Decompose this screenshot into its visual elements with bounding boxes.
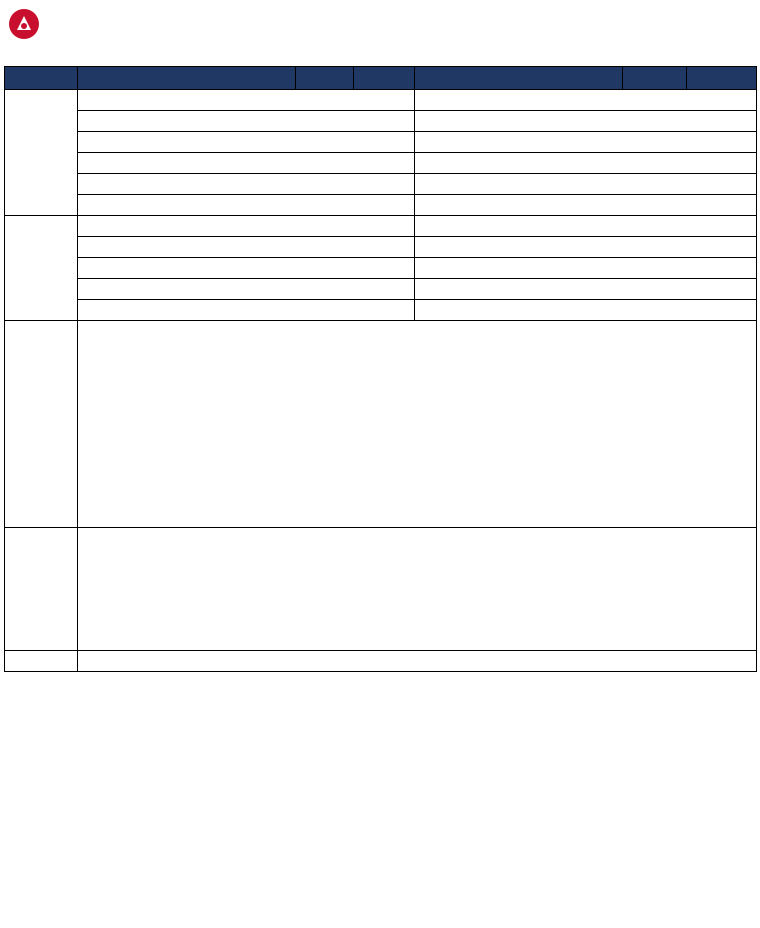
table-row: [5, 258, 757, 279]
indicator-name: [415, 258, 623, 279]
indicator-name: [415, 195, 623, 216]
indicator-value: [623, 195, 687, 216]
indicator-name: [78, 258, 296, 279]
view-summary: [78, 528, 757, 651]
table-row: [5, 90, 757, 111]
table-row: [5, 111, 757, 132]
table-row: [5, 237, 757, 258]
indicator-value: [296, 279, 354, 300]
indicator-name: [415, 111, 623, 132]
indicator-name: [415, 90, 623, 111]
col-change: [354, 67, 415, 90]
indicator-value: [623, 132, 687, 153]
indicator-change: [687, 237, 757, 258]
report-header: [0, 0, 760, 48]
col-category: [5, 67, 78, 90]
indicator-name: [78, 237, 296, 258]
indicator-value: [623, 258, 687, 279]
tip-label: [5, 651, 78, 672]
indicator-name: [78, 279, 296, 300]
table-header-row: [5, 67, 757, 90]
indicator-name: [415, 279, 623, 300]
indicator-value: [296, 300, 354, 321]
indicator-change: [354, 90, 415, 111]
indicator-change: [354, 258, 415, 279]
col-latest: [296, 67, 354, 90]
indicator-change: [687, 174, 757, 195]
indicator-name: [415, 300, 623, 321]
tip-text: [78, 651, 757, 672]
table-row: [5, 216, 757, 237]
indicator-value: [296, 153, 354, 174]
industry-label: [5, 321, 78, 528]
qr-block-2: [686, 532, 752, 597]
indicator-name: [78, 90, 296, 111]
indicator-change: [687, 216, 757, 237]
col-indicator: [78, 67, 296, 90]
indicator-value: [623, 153, 687, 174]
indicator-change: [687, 279, 757, 300]
indicator-value: [623, 216, 687, 237]
indicator-change: [687, 153, 757, 174]
indicator-name: [78, 216, 296, 237]
indicator-value: [623, 300, 687, 321]
indicator-name: [415, 153, 623, 174]
indicator-name: [78, 300, 296, 321]
qr-code-icon: [688, 532, 750, 594]
indicator-value: [623, 237, 687, 258]
qr-code-icon: [688, 325, 750, 387]
industry-news: [78, 321, 757, 528]
indicator-name: [415, 174, 623, 195]
indicator-name: [415, 132, 623, 153]
indicator-value: [296, 258, 354, 279]
col-latest-2: [623, 67, 687, 90]
indicator-change: [354, 216, 415, 237]
indicator-value: [623, 279, 687, 300]
indicator-change: [687, 111, 757, 132]
category-cell: [5, 216, 78, 321]
table-row: [5, 279, 757, 300]
indicator-value: [296, 195, 354, 216]
tip-row: [5, 651, 757, 672]
indicator-name: [415, 237, 623, 258]
indicator-name: [78, 111, 296, 132]
indicator-change: [354, 195, 415, 216]
indicator-change: [687, 132, 757, 153]
data-table: [4, 66, 757, 672]
indicator-change: [354, 153, 415, 174]
indicator-name: [78, 153, 296, 174]
ruida-logo-icon: [8, 8, 40, 40]
indicator-change: [687, 258, 757, 279]
indicator-value: [623, 90, 687, 111]
table-row: [5, 153, 757, 174]
category-cell: [5, 90, 78, 216]
indicator-value: [623, 111, 687, 132]
indicator-value: [296, 174, 354, 195]
indicator-value: [296, 111, 354, 132]
indicator-change: [354, 237, 415, 258]
indicator-change: [687, 90, 757, 111]
indicator-value: [296, 216, 354, 237]
indicator-name: [78, 132, 296, 153]
company-logo: [8, 6, 158, 44]
table-row: [5, 132, 757, 153]
indicator-change: [687, 195, 757, 216]
qr-block: [686, 325, 752, 390]
indicator-change: [354, 174, 415, 195]
indicator-change: [354, 111, 415, 132]
indicator-value: [296, 237, 354, 258]
indicator-value: [623, 174, 687, 195]
indicator-change: [687, 300, 757, 321]
view-row: [5, 528, 757, 651]
indicator-value: [296, 132, 354, 153]
indicator-change: [354, 279, 415, 300]
indicator-name: [78, 195, 296, 216]
col-change-2: [687, 67, 757, 90]
col-indicator-2: [415, 67, 623, 90]
indicator-value: [296, 90, 354, 111]
indicator-name: [415, 216, 623, 237]
table-row: [5, 300, 757, 321]
table-row: [5, 174, 757, 195]
table-row: [5, 195, 757, 216]
indicator-change: [354, 132, 415, 153]
view-label: [5, 528, 78, 651]
indicator-change: [354, 300, 415, 321]
industry-row: [5, 321, 757, 528]
indicator-name: [78, 174, 296, 195]
